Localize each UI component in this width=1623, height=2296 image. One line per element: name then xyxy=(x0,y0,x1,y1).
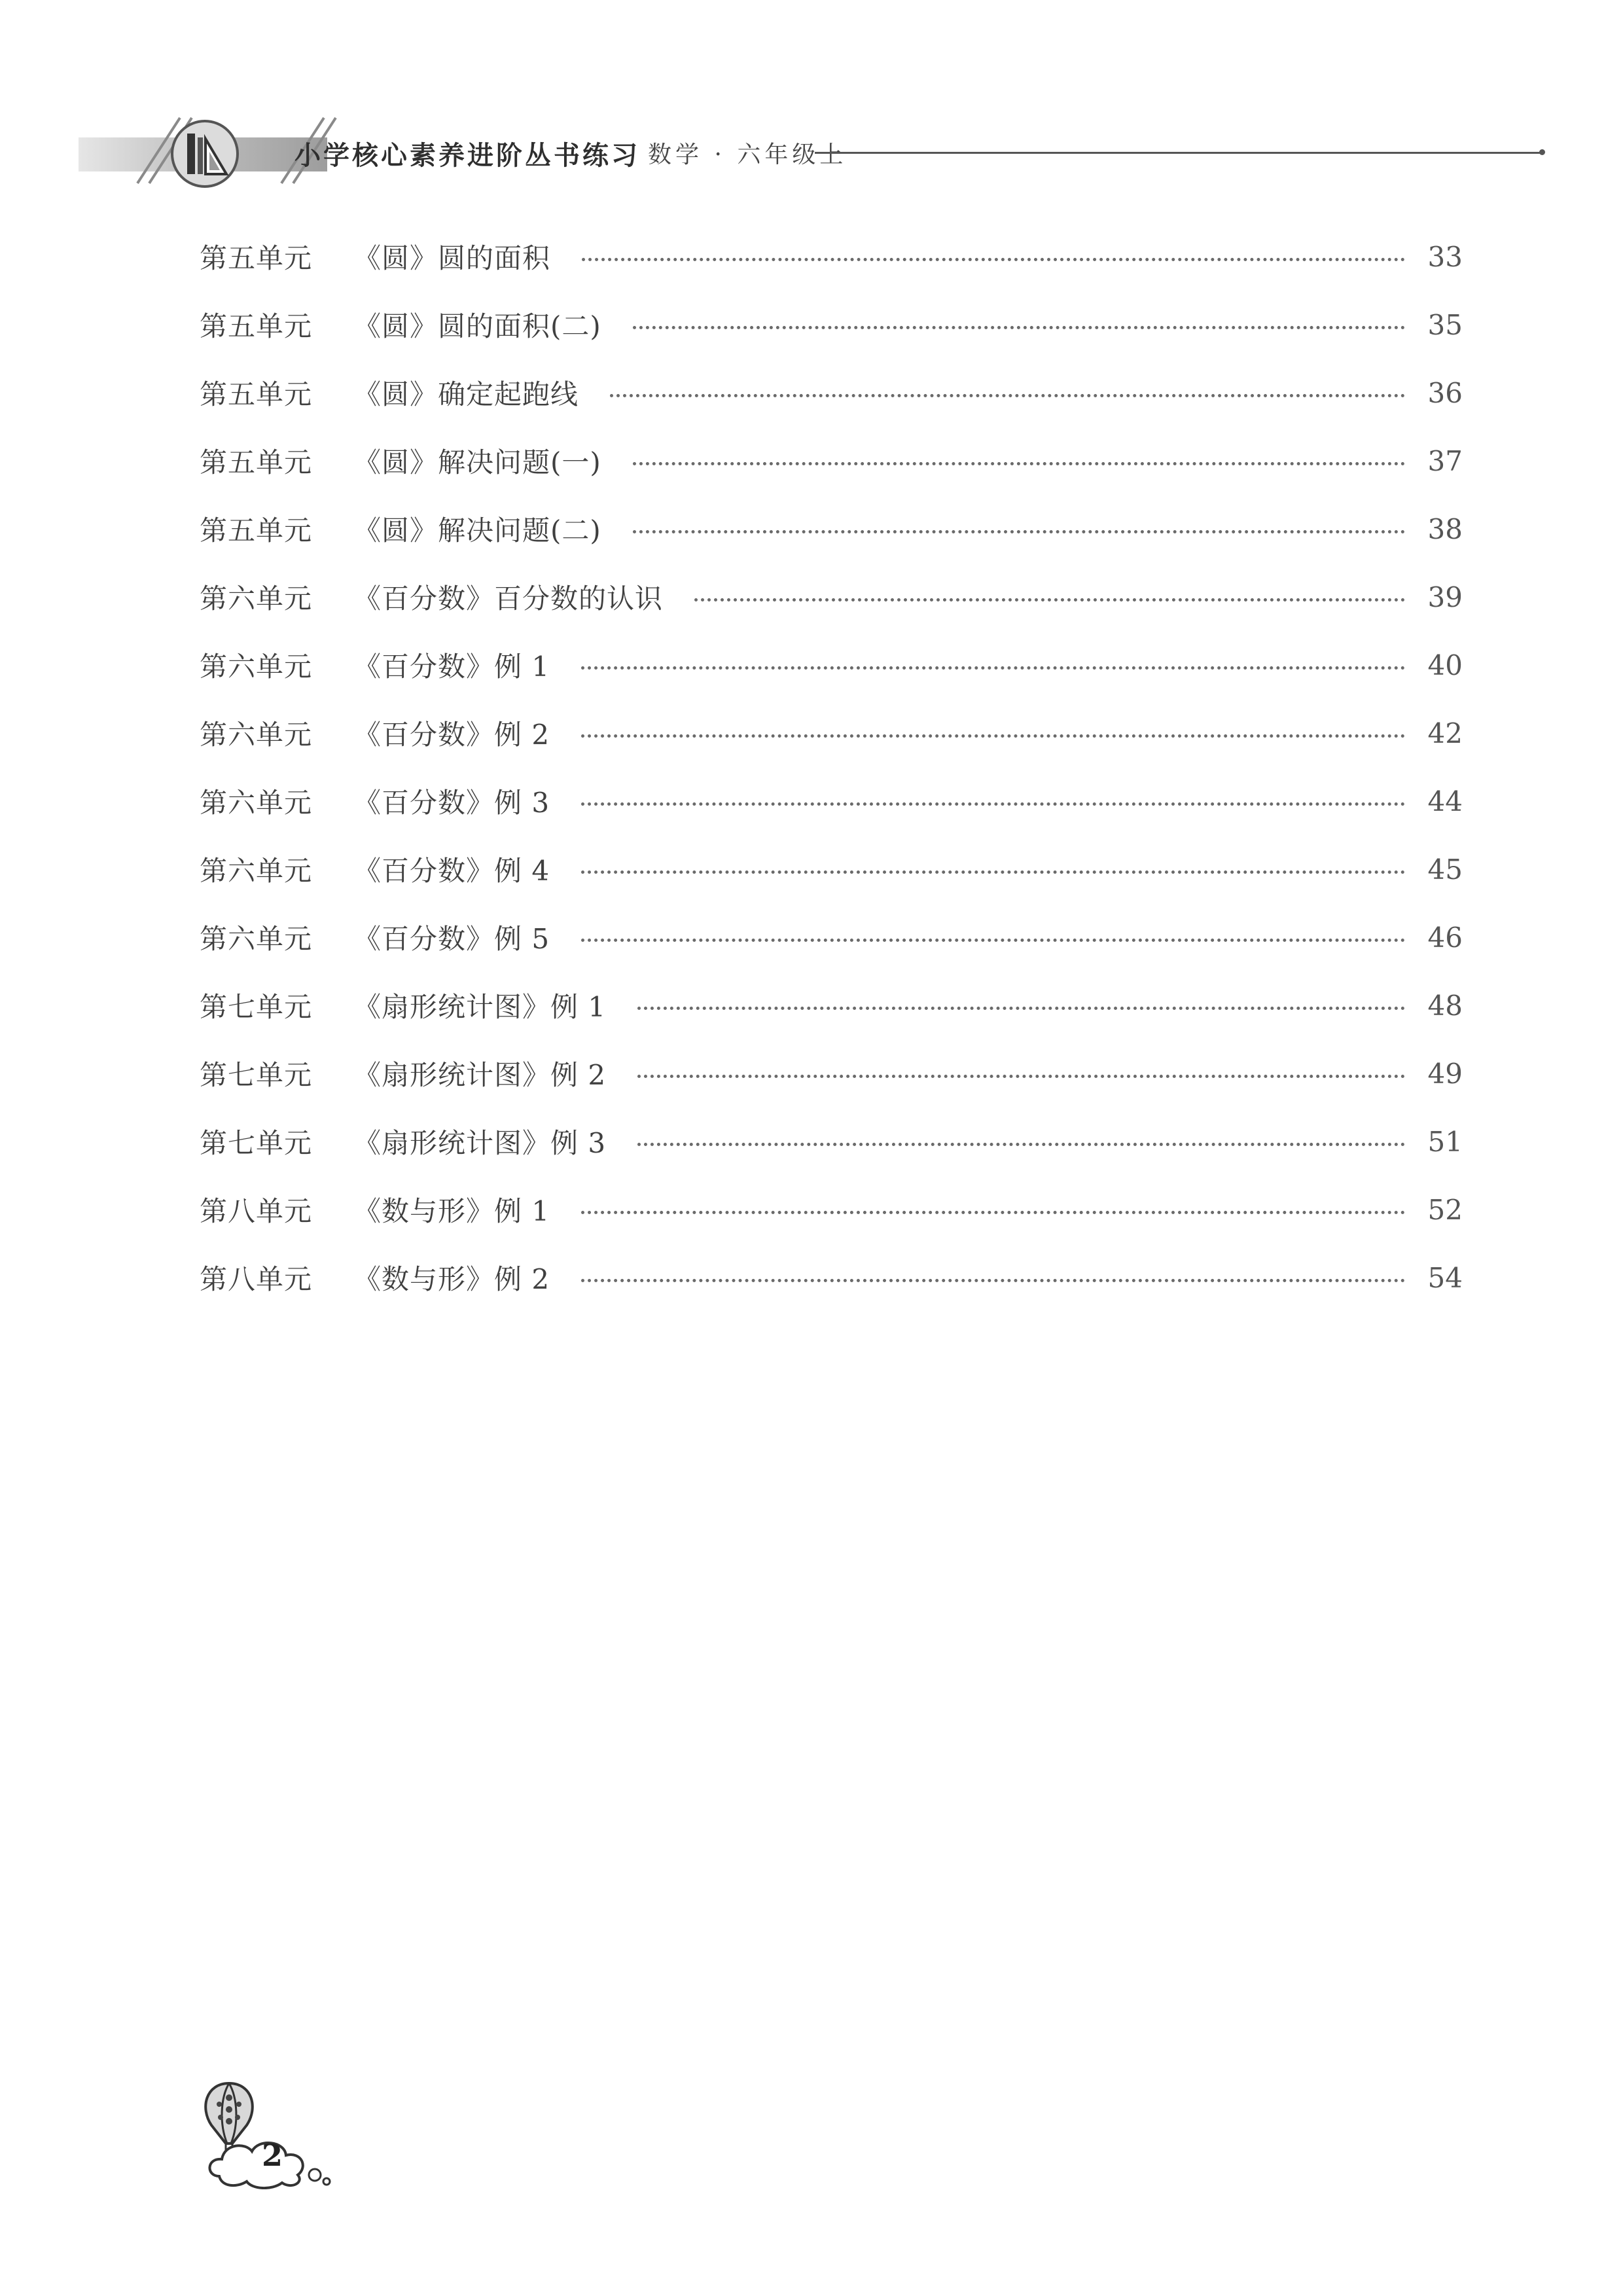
toc-unit-label: 第七单元 xyxy=(200,991,313,1023)
toc-unit-label: 第七单元 xyxy=(200,1059,313,1091)
toc-dot-leader xyxy=(581,1279,1405,1282)
toc-lesson-title: 《百分数》例 2 xyxy=(353,719,550,751)
header-rule-end-dot xyxy=(1539,149,1545,155)
toc-dot-leader xyxy=(633,530,1405,533)
toc-lesson-title: 《扇形统计图》例 2 xyxy=(353,1059,607,1091)
running-header xyxy=(79,111,1466,196)
toc-entry xyxy=(200,1244,1463,1312)
toc-unit-label: 第八单元 xyxy=(200,1263,313,1295)
toc-entry xyxy=(200,835,1463,903)
toc-unit-label: 第五单元 xyxy=(200,242,313,274)
toc-entry xyxy=(200,767,1463,835)
toc-lesson-title: 《圆》圆的面积 xyxy=(353,242,551,274)
toc-dot-leader xyxy=(610,394,1405,397)
toc-page-number: 54 xyxy=(1427,1261,1463,1294)
toc-page-number: 35 xyxy=(1427,308,1463,341)
toc-unit-label: 第五单元 xyxy=(200,446,313,478)
toc-dot-leader xyxy=(581,870,1405,874)
toc-unit-label: 第六单元 xyxy=(200,787,313,819)
toc-page-number: 46 xyxy=(1427,921,1463,954)
toc-page-number: 42 xyxy=(1427,717,1463,749)
toc-dot-leader xyxy=(581,666,1405,670)
toc-entry xyxy=(200,359,1463,427)
page-number: 2 xyxy=(262,2138,283,2173)
toc-dot-leader xyxy=(637,1143,1405,1146)
toc-entry xyxy=(200,563,1463,631)
toc-unit-label: 第六单元 xyxy=(200,855,313,887)
toc-lesson-title: 《扇形统计图》例 3 xyxy=(353,1127,607,1159)
toc-unit-label: 第六单元 xyxy=(200,923,313,955)
toc-page-number: 38 xyxy=(1427,512,1463,545)
toc-lesson-title: 《数与形》例 2 xyxy=(353,1263,550,1295)
toc-entry xyxy=(200,223,1463,291)
toc-entry xyxy=(200,291,1463,359)
toc-dot-leader xyxy=(694,598,1405,601)
toc-unit-label: 第六单元 xyxy=(200,651,313,683)
toc-entry xyxy=(200,427,1463,495)
series-title: 小学核心素养进阶丛书练习 xyxy=(294,141,640,171)
toc-unit-label: 第六单元 xyxy=(200,719,313,751)
toc-page-number: 33 xyxy=(1427,240,1463,273)
toc-lesson-title: 《百分数》例 3 xyxy=(353,787,550,819)
toc-page-number: 51 xyxy=(1427,1125,1463,1158)
toc-unit-label: 第六单元 xyxy=(200,583,313,615)
toc-entry xyxy=(200,495,1463,563)
toc-page-number: 36 xyxy=(1427,376,1463,409)
toc-lesson-title: 《圆》确定起跑线 xyxy=(353,378,579,410)
toc-page-number: 37 xyxy=(1427,444,1463,477)
toc-dot-leader xyxy=(581,802,1405,806)
toc-lesson-title: 《数与形》例 1 xyxy=(353,1195,550,1227)
toc-unit-label: 第八单元 xyxy=(200,1195,313,1227)
toc-dot-leader xyxy=(581,734,1405,738)
toc-entry xyxy=(200,699,1463,767)
header-rule xyxy=(815,152,1544,154)
toc-dot-leader xyxy=(581,939,1405,942)
toc-dot-leader xyxy=(637,1007,1405,1010)
toc-lesson-title: 《圆》解决问题(二) xyxy=(353,514,601,547)
toc-lesson-title: 《圆》解决问题(一) xyxy=(353,446,601,478)
toc-page-number: 45 xyxy=(1427,853,1463,886)
toc-dot-leader xyxy=(633,326,1405,329)
toc-lesson-title: 《百分数》例 5 xyxy=(353,923,550,955)
toc-dot-leader xyxy=(637,1075,1405,1078)
toc-lesson-title: 《百分数》例 4 xyxy=(353,855,550,887)
toc-entry xyxy=(200,1039,1463,1107)
toc-page-number: 39 xyxy=(1427,581,1463,613)
toc-page-number: 52 xyxy=(1427,1193,1463,1226)
toc-page-number: 49 xyxy=(1427,1057,1463,1090)
toc-unit-label: 第五单元 xyxy=(200,310,313,342)
toc-unit-label: 第七单元 xyxy=(200,1127,313,1159)
toc-dot-leader xyxy=(581,1211,1405,1214)
toc-lesson-title: 《百分数》百分数的认识 xyxy=(353,583,664,615)
toc-entry xyxy=(200,1107,1463,1175)
toc-dot-leader xyxy=(633,462,1405,465)
toc-entry xyxy=(200,903,1463,971)
subject-grade-label: 数学 · 六年级上 xyxy=(648,141,847,168)
toc-page-number: 40 xyxy=(1427,649,1463,681)
toc-unit-label: 第五单元 xyxy=(200,514,313,547)
toc-lesson-title: 《扇形统计图》例 1 xyxy=(353,991,607,1023)
toc-entry xyxy=(200,631,1463,699)
table-of-contents xyxy=(200,223,1463,1312)
toc-page-number: 48 xyxy=(1427,989,1463,1022)
toc-unit-label: 第五单元 xyxy=(200,378,313,410)
toc-lesson-title: 《百分数》例 1 xyxy=(353,651,550,683)
toc-entry xyxy=(200,1175,1463,1244)
toc-dot-leader xyxy=(582,258,1405,261)
toc-page-number: 44 xyxy=(1427,785,1463,817)
toc-entry xyxy=(200,971,1463,1039)
toc-lesson-title: 《圆》圆的面积(二) xyxy=(353,310,601,342)
ruler-triangle-logo-icon xyxy=(170,119,240,188)
